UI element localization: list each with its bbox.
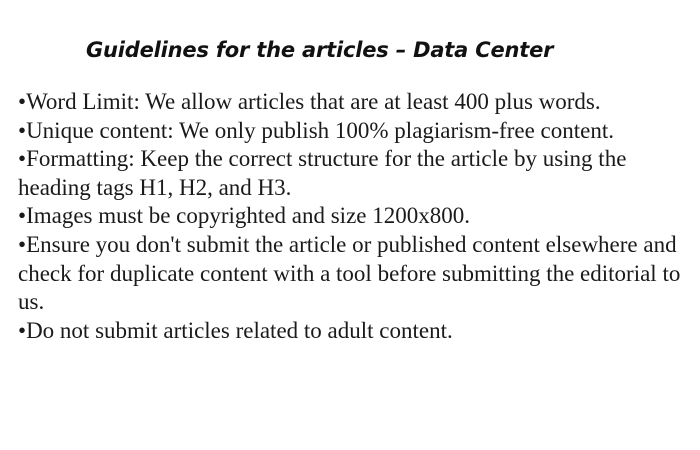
list-item-text: Images must be copyrighted and size 1200x800. bbox=[26, 203, 470, 229]
bullet-glyph: • bbox=[18, 89, 27, 114]
list-item-formatting bbox=[18, 145, 690, 202]
list-item-text: Do not submit articles related to adult content. bbox=[26, 317, 453, 343]
list-item-text: Word Limit: We allow articles that are at least 400 plus words. bbox=[26, 89, 601, 114]
list-item-text: Ensure you don't submit the article or published content elsewhere and check for duplicate content with a tool before submitting the editorial to us. bbox=[18, 231, 681, 315]
list-item-text: Unique content: We only publish 100% plagiarism-free content. bbox=[26, 117, 614, 143]
bullet-glyph: • bbox=[18, 317, 27, 343]
bullet-glyph: • bbox=[18, 117, 27, 143]
list-item-images bbox=[18, 202, 690, 231]
list-item-unique-content bbox=[18, 117, 690, 146]
bullet-glyph: • bbox=[18, 203, 27, 229]
page-title: Guidelines for the articles – Data Center bbox=[86, 38, 554, 62]
bullet-glyph: • bbox=[18, 146, 27, 172]
list-item-adult-content bbox=[18, 317, 690, 346]
guidelines-list bbox=[18, 88, 690, 345]
bullet-glyph: • bbox=[18, 231, 27, 257]
list-item-text: Formatting: Keep the correct structure for the article by using the heading tags H1, H2, and H3. bbox=[18, 146, 627, 200]
list-item-duplicate-content bbox=[18, 231, 690, 317]
list-item-word-limit bbox=[18, 88, 690, 117]
